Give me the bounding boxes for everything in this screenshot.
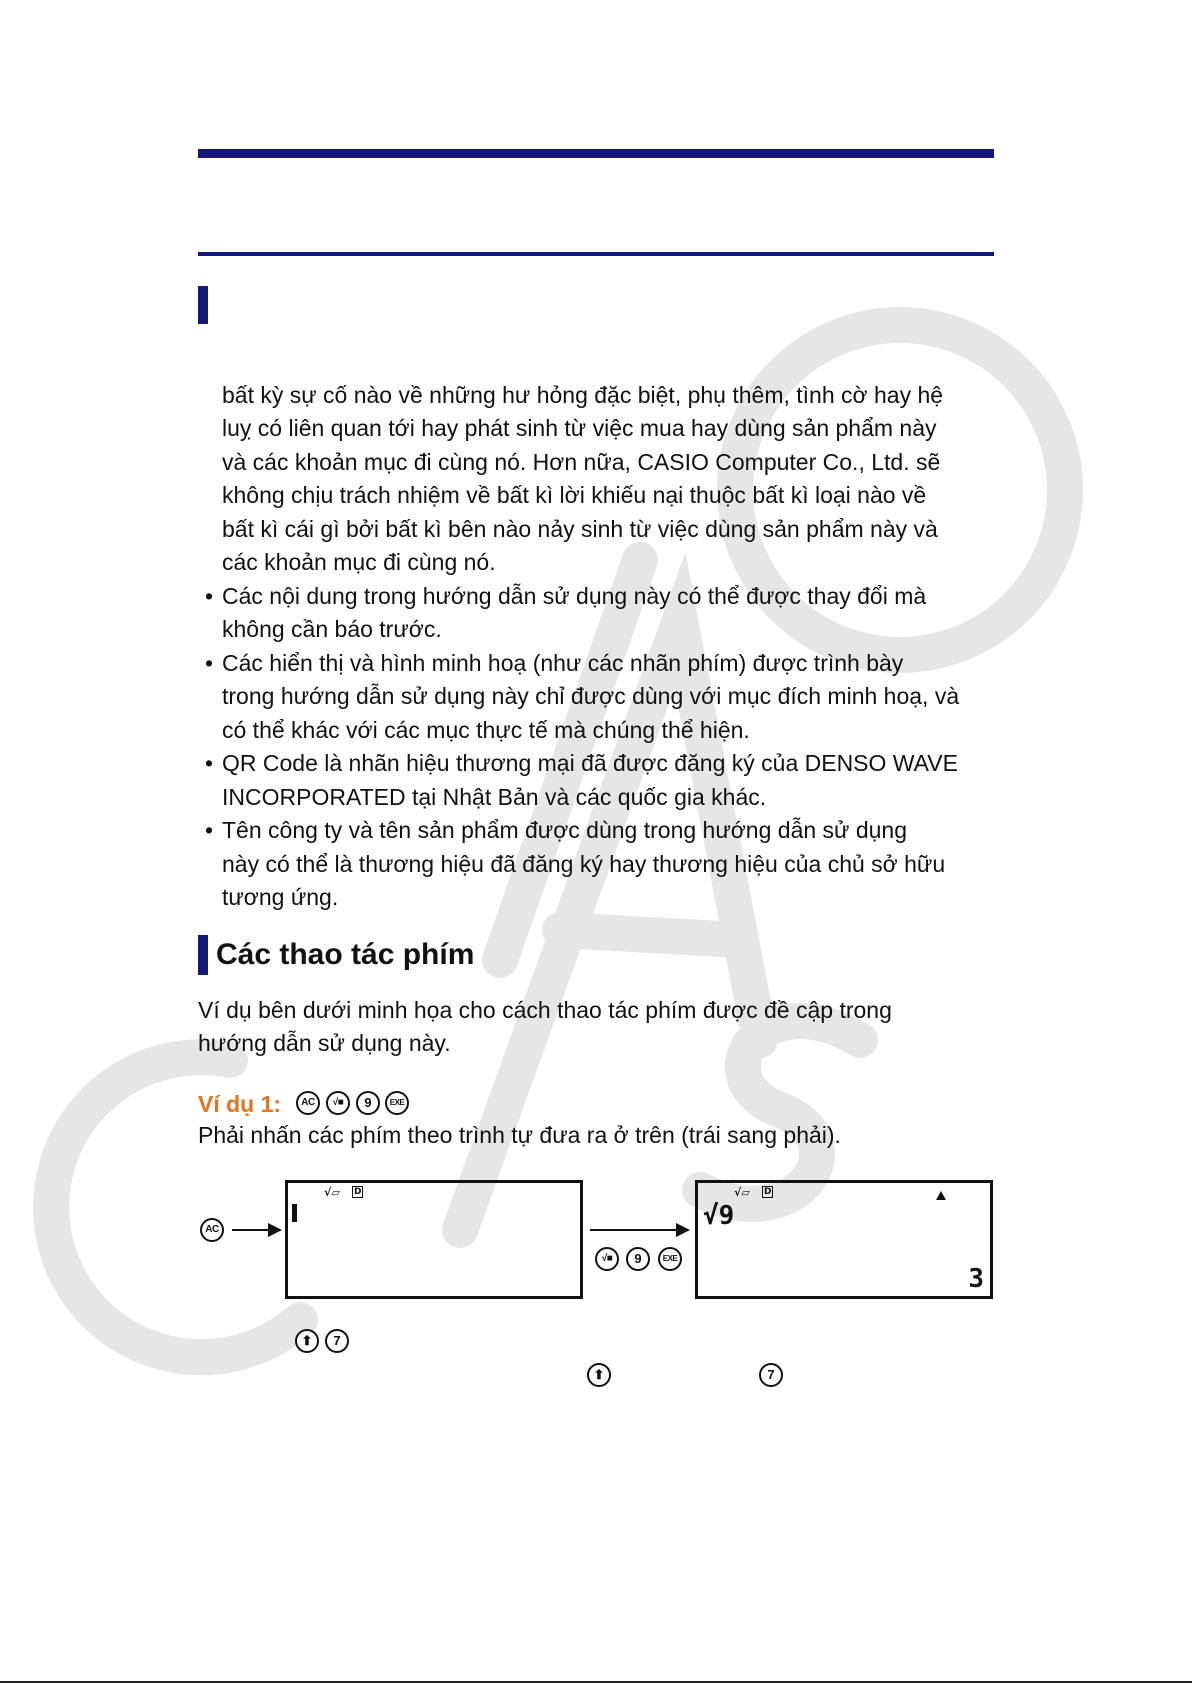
example-note: Phải nhấn các phím theo trình tự đưa ra ở trên (trái sang phải).	[198, 1122, 841, 1148]
arrow-icon	[232, 1229, 272, 1231]
shift-key-icon: ⬆	[587, 1363, 611, 1387]
nine-key-icon: 9	[626, 1247, 650, 1271]
bullet-marker: •	[205, 583, 214, 609]
nine-key-icon: 9	[356, 1091, 380, 1115]
paragraph-line: luỵ có liên quan tới hay phát sinh từ việc mua hay dùng sản phẩm này	[222, 415, 937, 441]
bullet-line: có thể khác với các mục thực tế mà chúng thể hiện.	[222, 717, 750, 743]
lcd-status-degree: D	[354, 1187, 362, 1197]
section-intro-line: hướng dẫn sử dụng này.	[198, 1030, 451, 1056]
lcd-cursor	[292, 1204, 297, 1222]
bullet-line: Các nội dung trong hướng dẫn sử dụng này có thể được thay đổi mà	[222, 583, 927, 609]
paragraph-line: các khoản mục đi cùng nó.	[222, 549, 496, 575]
bullet-line: không cần báo trước.	[222, 616, 442, 642]
bullet-line: này có thể là thương hiệu đã đăng ký hay thương hiệu của chủ sở hữu	[222, 851, 946, 877]
section-title: Các thao tác phím	[216, 938, 475, 971]
shift-key-icon: ⬆	[295, 1329, 319, 1353]
paragraph-line: bất kì cái gì bởi bất kì bên nào nảy sinh từ việc dùng sản phẩm này và	[222, 516, 938, 542]
bullet-line: QR Code là nhãn hiệu thương mại đã được đăng ký của DENSO WAVE	[222, 750, 958, 776]
paragraph-line: và các khoản mục đi cùng nó. Hơn nữa, CASIO Computer Co., Ltd. sẽ	[222, 449, 941, 475]
bullet-line: tương ứng.	[222, 884, 339, 910]
scroll-up-indicator-icon	[936, 1191, 946, 1200]
ac-key-icon: AC	[296, 1091, 320, 1115]
arrow-icon	[590, 1229, 680, 1231]
lcd-status-sqrt: √▱	[324, 1186, 340, 1199]
section-intro-line: Ví dụ bên dưới minh họa cho cách thao tác phím được đề cập trong	[198, 997, 892, 1023]
arrow-head-icon	[268, 1223, 282, 1237]
ac-key-icon: AC	[200, 1218, 224, 1242]
arrow-head-icon	[676, 1223, 690, 1237]
seven-key-icon: 7	[325, 1329, 349, 1353]
lcd-input-expression: √9	[703, 1201, 735, 1231]
lcd-screen-before	[285, 1180, 583, 1299]
exe-key-icon: EXE	[385, 1091, 409, 1115]
lcd-screen-after	[695, 1180, 993, 1299]
lcd-status-sqrt: √▱	[734, 1186, 750, 1199]
paragraph-line: không chịu trách nhiệm về bất kì lời khiếu nại thuộc bất kì loại nào về	[222, 482, 927, 508]
bullet-line: INCORPORATED tại Nhật Bản và các quốc gia khác.	[222, 784, 767, 810]
paragraph-line: bất kỳ sự cố nào về những hư hỏng đặc biệt, phụ thêm, tình cờ hay hệ	[222, 382, 944, 408]
bullet-marker: •	[205, 650, 214, 676]
seven-key-icon: 7	[759, 1363, 783, 1387]
exe-key-icon: EXE	[658, 1247, 682, 1271]
sqrt-key-icon: √■	[326, 1091, 350, 1115]
lcd-status-degree: D	[764, 1187, 772, 1197]
lcd-result: 3	[968, 1264, 984, 1294]
bullet-line: Các hiển thị và hình minh hoạ (như các nhãn phím) được trình bày	[222, 650, 904, 676]
bullet-line: Tên công ty và tên sản phẩm được dùng trong hướng dẫn sử dụng	[222, 817, 908, 843]
sqrt-key-icon: √■	[595, 1247, 619, 1271]
bullet-marker: •	[205, 817, 214, 843]
bullet-line: trong hướng dẫn sử dụng này chỉ được dùng với mục đích minh hoạ, và	[222, 683, 960, 709]
bullet-marker: •	[205, 750, 214, 776]
example-label: Ví dụ 1:	[198, 1091, 282, 1117]
